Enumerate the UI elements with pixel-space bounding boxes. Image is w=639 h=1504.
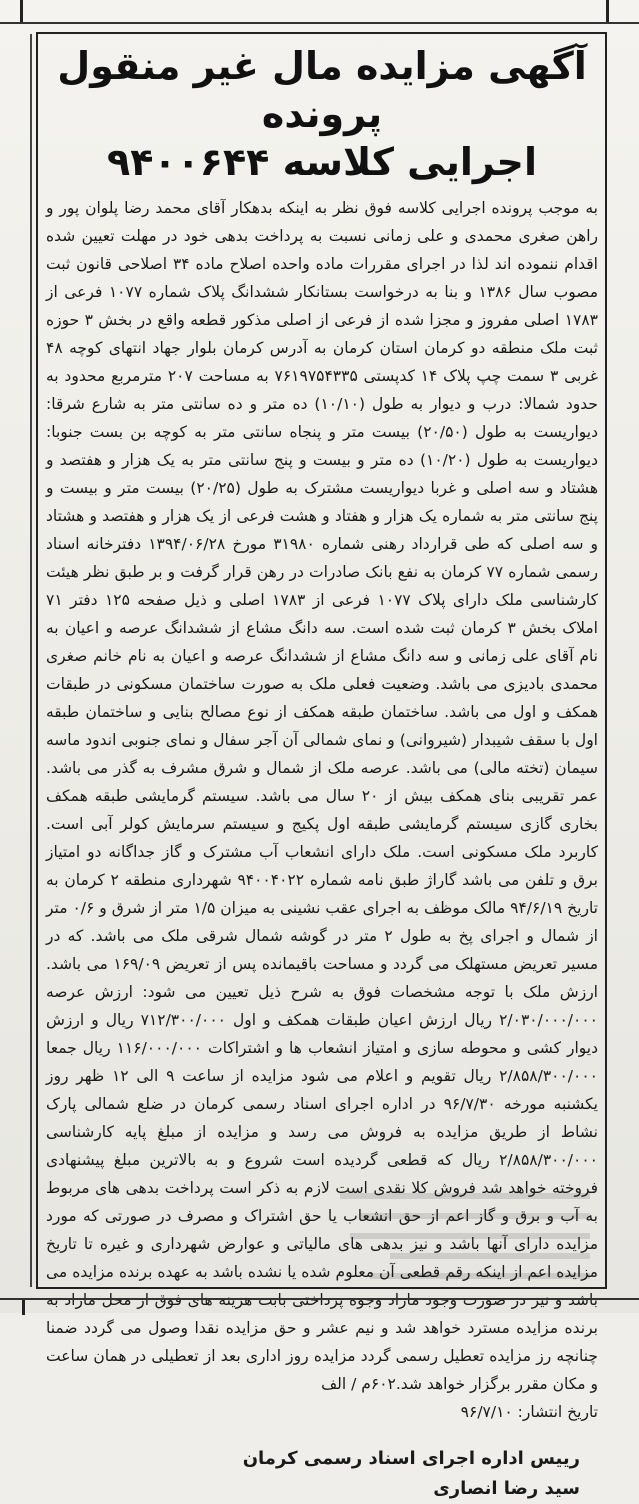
publication-date: تاریخ انتشار: ۹۶/۷/۱۰ bbox=[460, 1403, 598, 1421]
top-left-rule bbox=[0, 0, 23, 22]
signature-name: سید رضا انصاری bbox=[433, 1478, 580, 1499]
signature-block bbox=[46, 1444, 598, 1504]
column-divider bbox=[30, 34, 32, 1287]
notice-body: به موجب پرونده اجرایی کلاسه فوق نظر به اینکه بدهکار آقای محمد رضا پلوان پور و راهن صغری محمدی و علی زمانی نسبت به پرداخت بدهی خود در مهلت تعیین شده اقدام ننموده اند لذا در اجرای مقررات ماده واحده اصلاح ماده ۳۴ اصلاحی قانون ثبت مصوب سال ۱۳۸۶ و بنا به درخواست بستانکار ششدانگ پلاک شماره ۱۰۷۷ فرعی از ۱۷۸۳ اصلی مفروز و مجزا شده از فرعی از اصلی مذکور قطعه واقع در بخش ۳ حوزه ثبت ملک منطقه دو کرمان استان کرمان به آدرس کرمان بلوار جهاد انتهای کوچه ۴۸ غربی ۳ سمت چپ پلاک ۱۴ کدپستی ۷۶۱۹۷۵۴۳۳۵ به مساحت ۲۰۷ مترمربع محدود به حدود شمالا: درب و دیوار به طول (۱۰/۱۰) ده متر و ده سانتی متر به شارع شرقا: دیواریست به طول (۲۰/۵۰) بیست متر و پنجاه سانتی متر به کوچه بن بست جنوبا: دیواریست به طول (۱۰/۲۰) ده متر و بیست و پنج سانتی متر به یک هزار و هفتصد و هشتاد و سه اصلی و غربا دیواریست مشترک به طول (۲۰/۲۵) بیست متر و بیست و پنج سانتی متر به شماره یک هزار و هفتاد و هشت فرعی از یک هزار و هفتصد و هشتاد و سه اصلی که طی قرارداد رهنی شماره ۳۱۹۸۰ مورخ ۱۳۹۴/۰۶/۲۸ دفترخانه اسناد رسمی شماره ۷۷ کرمان به نفع بانک صادرات در رهن قرار گرفت و بر طبق نظر هیئت کارشناسی ملک دارای پلاک ۱۰۷۷ فرعی از ۱۷۸۳ اصلی و ذیل صفحه ۱۲۵ دفتر ۷۱ املاک بخش ۳ کرمان ثبت شده است. سه دانگ مشاع از ششدانگ عرصه و اعیان به نام آقای علی زمانی و سه دانگ مشاع از ششدانگ عرصه و اعیان به نام خانم صغری محمدی بادیزی می باشد. وضعیت فعلی ملک به صورت ساختمان مسکونی در طبقات همکف و اول می باشد. ساختمان طبقه همکف از نوع مصالح بنایی و ساختمان طبقه اول با سقف شیبدار (شیروانی) و نمای شمالی آن آجر سفال و نمای جنوبی اندود ماسه سیمان (تخته مالی) می باشد. عرصه ملک از شمال و شرق مشرف به گذر می باشد. عمر تقریبی بنای همکف بیش از ۲۰ سال می باشد. سیستم گرمایشی طبقه همکف بخاری گازی سیستم گرمایشی طبقه اول پکیج و سیستم سرمایش کولر آبی است. کاربرد ملک مسکونی است. ملک دارای انشعاب آب مشترک و گاز جداگانه دو امتیاز برق و تلفن می باشد گاراژ طبق نامه شماره ۹۴۰۰۴۰۲۲ شهرداری منطقه ۲ کرمان به تاریخ ۹۴/۶/۱۹ مالک موظف به اجرای عقب نشینی به میزان ۱/۵ متر از شرق و ۰/۶ متر از شمال و اجرای پخ به طول ۲ متر در گوشه شمال شرقی ملک می باشد. که در مسیر تعریض مستهلک می گردد و مساحت باقیمانده پس از تعریض ۱۶۹/۰۹ می باشد. ارزش ملک با توجه مشخصات فوق به شرح ذیل تعیین می شود: ارزش عرصه ۲/۰۳۰/۰۰۰/۰۰۰ ریال ارزش اعیان طبقات همکف و اول ۷۱۲/۳۰۰/۰۰۰ ریال و ارزش دیوار کشی و محوطه سازی و امتیاز انشعاب ها و اشتراکات ۱۱۶/۰۰۰/۰۰۰ ریال جمعا ۲/۸۵۸/۳۰۰/۰۰۰ ریال تقویم و اعلام می شود مزایده از ساعت ۹ الی ۱۲ ظهر روز یکشنبه مورخه ۹۶/۷/۳۰ در اداره اجرای اسناد رسمی کرمان در ضلع شمالی پارک نشاط از طریق مزایده به فروش می رسد و مزایده از مبلغ پایه کارشناسی ۲/۸۵۸/۳۰۰/۰۰۰ ریال که قطعی گردیده است شروع و به بالاترین مبلغ پیشنهادی فروخته خواهد شد فروش کلا نقدی است لازم به ذکر است پرداخت بدهی های مربوط به آب و برق و گاز اعم از حق انشعاب یا حق اشتراک و مصرف در صورتی که مورد مزایده دارای آنها باشد و نیز بدهی های مالیاتی و عوارض شهرداری و غیره تا تاریخ مزایده اعم از اینکه رقم قطعی آن معلوم شده یا نشده باشد به عهده برنده مزایده می باشد و نیز در صورت وجود مازاد وجوه پرداختی بابت هزینه های فوق از محل مازاد به برنده مزایده مسترد خواهد شد و نیم عشر و حق مزایده نقدا وصول می گردد ضمنا چنانچه رز مزایده تعطیل رسمی گردد مزایده روز اداری بعد از تعطیلی در همان ساعت و مکان مقرر برگزار خواهد شد.۶۰۲م / الف bbox=[46, 199, 599, 1393]
signature-title: رییس اداره اجرای اسناد رسمی کرمان bbox=[242, 1448, 580, 1469]
notice-content bbox=[46, 38, 598, 1504]
notice-title-line-1: آگهی مزایده مال غیر منقول پرونده bbox=[57, 44, 587, 136]
top-column-rule bbox=[0, 0, 639, 24]
bottom-column-rule bbox=[0, 1298, 639, 1315]
top-right-rule bbox=[606, 0, 639, 22]
notice-title-line-2: اجرایی کلاسه ۹۴۰۰۶۴۴ bbox=[107, 140, 537, 184]
